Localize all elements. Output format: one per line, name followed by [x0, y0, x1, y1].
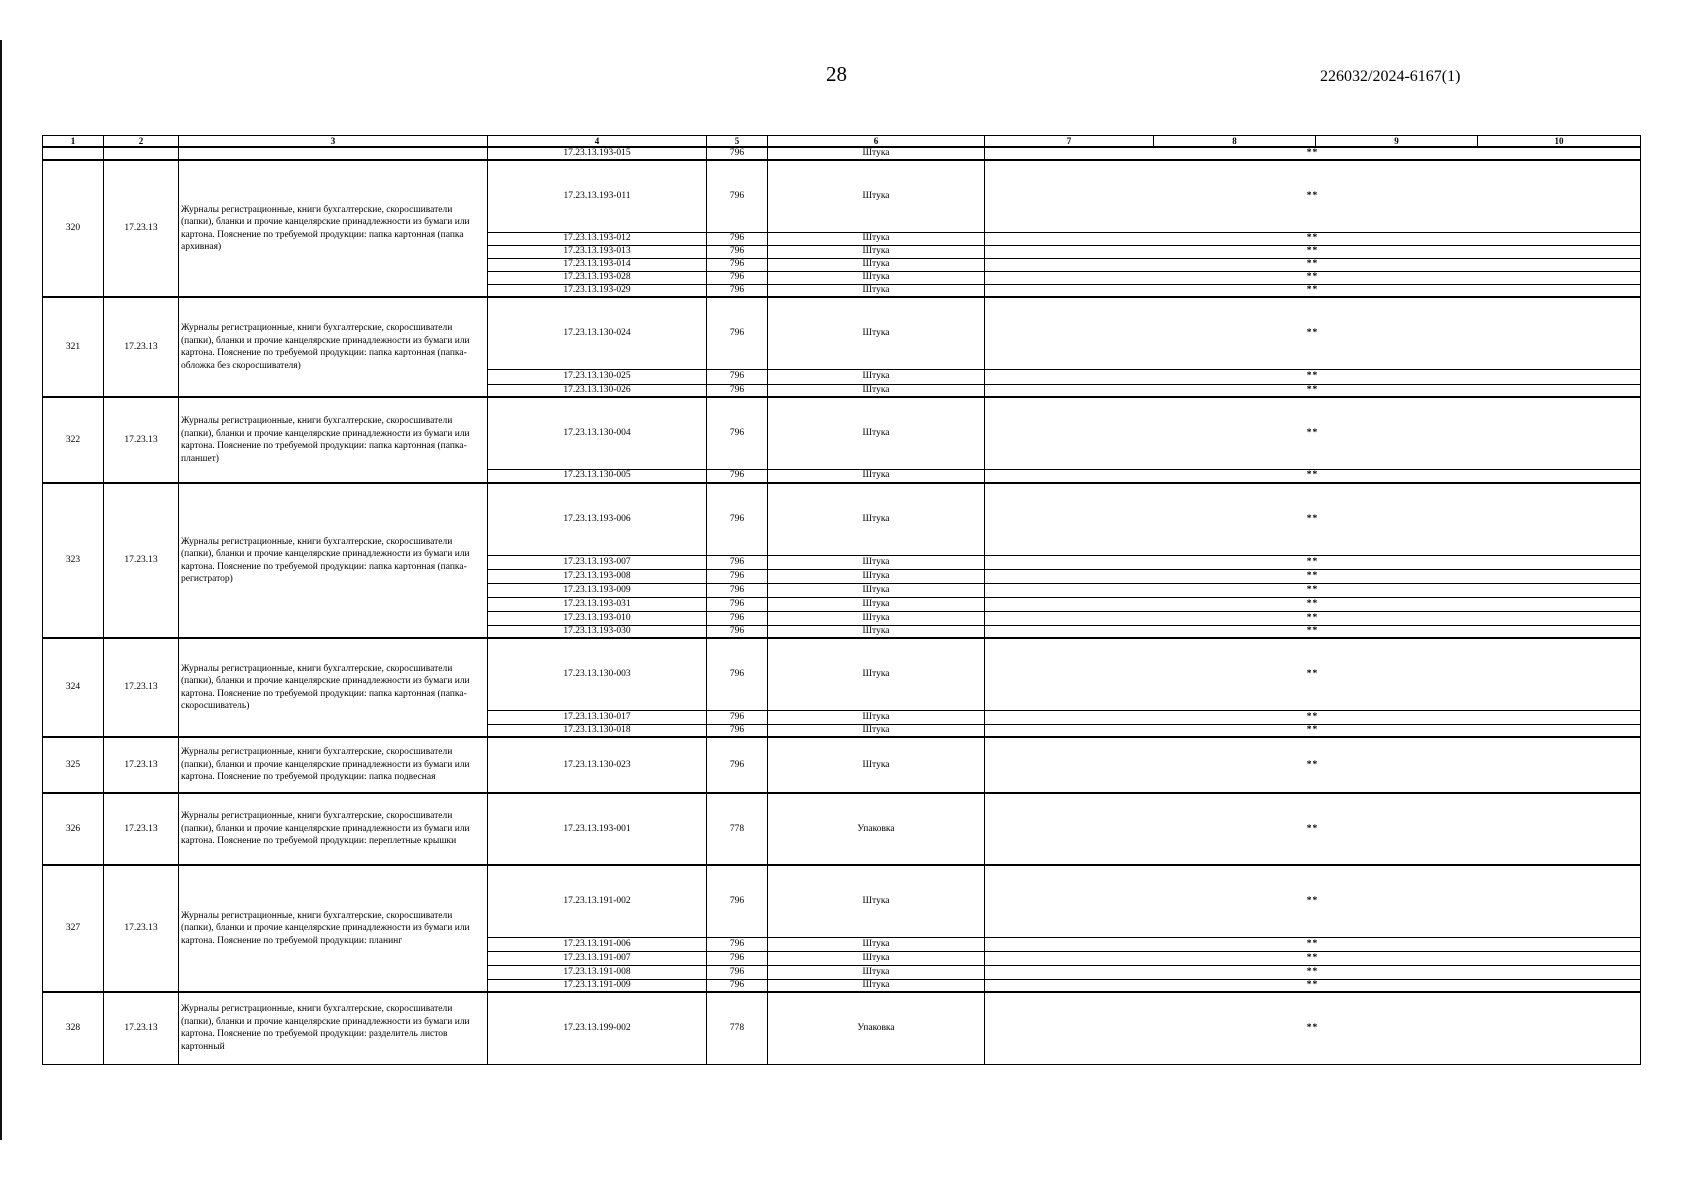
cell-item-code: 17.23.13.130-025	[488, 369, 707, 384]
cell-okpd: 17.23.13	[104, 397, 179, 483]
cell-unit: Штука	[768, 583, 985, 597]
cell-description: Журналы регистрационные, книги бухгалтерские, скоросшиватели (папки), бланки и прочие канцелярские принадлежности из бумаги или картона. Пояснение по требуемой продукции: папка картонная (папка-планшет)	[179, 397, 488, 483]
cell-unit-code: 778	[707, 793, 768, 865]
column-header: 4	[488, 136, 707, 148]
column-header: 9	[1316, 136, 1478, 148]
cell-note: **	[985, 992, 1641, 1064]
cell-note: **	[985, 369, 1641, 384]
cell-unit: Штука	[768, 297, 985, 369]
cell-unit-code: 796	[707, 583, 768, 597]
column-header: 3	[179, 136, 488, 148]
cell-unit: Штука	[768, 469, 985, 483]
cell-unit: Штука	[768, 232, 985, 245]
cell-item-code: 17.23.13.193-012	[488, 232, 707, 245]
cell-note: **	[985, 147, 1641, 160]
cell-unit: Штука	[768, 611, 985, 625]
cell-number: 322	[43, 397, 104, 483]
cell-unit-code: 796	[707, 469, 768, 483]
cell-item-code: 17.23.13.193-030	[488, 625, 707, 638]
cell-unit-code: 796	[707, 865, 768, 937]
cell-unit-code: 796	[707, 297, 768, 369]
column-header: 10	[1478, 136, 1641, 148]
cell-note: **	[985, 555, 1641, 569]
cell-note: **	[985, 965, 1641, 979]
cell-okpd: 17.23.13	[104, 992, 179, 1064]
cell-description: Журналы регистрационные, книги бухгалтерские, скоросшиватели (папки), бланки и прочие канцелярские принадлежности из бумаги или картона. Пояснение по требуемой продукции: папка картонная (папка-скоросшиватель)	[179, 638, 488, 737]
cell-number: 324	[43, 638, 104, 737]
cell-item-code: 17.23.13.193-010	[488, 611, 707, 625]
cell-okpd: 17.23.13	[104, 737, 179, 793]
cell-unit-code: 796	[707, 147, 768, 160]
cell-note: **	[985, 625, 1641, 638]
cell-unit-code: 796	[707, 597, 768, 611]
column-header: 5	[707, 136, 768, 148]
cell-item-code: 17.23.13.191-009	[488, 979, 707, 992]
cell-number: 321	[43, 297, 104, 397]
cell-note: **	[985, 271, 1641, 284]
cell-unit-code: 796	[707, 737, 768, 793]
cell-description: Журналы регистрационные, книги бухгалтерские, скоросшиватели (папки), бланки и прочие канцелярские принадлежности из бумаги или картона. Пояснение по требуемой продукции: папка подвесная	[179, 737, 488, 793]
cell-unit-code: 796	[707, 483, 768, 555]
cell-unit-code: 796	[707, 937, 768, 951]
cell-okpd: 17.23.13	[104, 160, 179, 297]
cell-unit: Упаковка	[768, 992, 985, 1064]
cell-unit: Штука	[768, 384, 985, 397]
table-row	[43, 397, 1641, 469]
cell-number: 326	[43, 793, 104, 865]
cell-description: Журналы регистрационные, книги бухгалтерские, скоросшиватели (папки), бланки и прочие канцелярские принадлежности из бумаги или картона. Пояснение по требуемой продукции: папка картонная (папка архивная)	[179, 160, 488, 297]
table-row	[43, 865, 1641, 937]
column-header: 6	[768, 136, 985, 148]
cell-item-code: 17.23.13.130-017	[488, 710, 707, 724]
cell-unit: Штука	[768, 271, 985, 284]
cell-note: **	[985, 583, 1641, 597]
cell-unit-code: 796	[707, 611, 768, 625]
cell-description	[179, 147, 488, 160]
cell-unit: Штука	[768, 724, 985, 737]
cell-item-code: 17.23.13.193-028	[488, 271, 707, 284]
page-number: 28	[826, 62, 847, 86]
cell-unit-code: 796	[707, 724, 768, 737]
cell-note: **	[985, 597, 1641, 611]
cell-note: **	[985, 245, 1641, 258]
document-id: 226032/2024-6167(1)	[1320, 68, 1461, 85]
cell-note: **	[985, 611, 1641, 625]
cell-note: **	[985, 951, 1641, 965]
cell-item-code: 17.23.13.193-029	[488, 284, 707, 297]
cell-item-code: 17.23.13.191-002	[488, 865, 707, 937]
cell-unit: Штука	[768, 160, 985, 232]
cell-number: 328	[43, 992, 104, 1064]
cell-item-code: 17.23.13.130-023	[488, 737, 707, 793]
table-body	[43, 136, 1641, 1065]
table-row	[43, 737, 1641, 793]
cell-unit-code: 796	[707, 258, 768, 271]
cell-unit: Штука	[768, 245, 985, 258]
cell-unit-code: 778	[707, 992, 768, 1064]
column-header: 8	[1154, 136, 1316, 148]
cell-item-code: 17.23.13.193-006	[488, 483, 707, 555]
cell-unit-code: 796	[707, 397, 768, 469]
cell-description: Журналы регистрационные, книги бухгалтерские, скоросшиватели (папки), бланки и прочие канцелярские принадлежности из бумаги или картона. Пояснение по требуемой продукции: папка картонная (папка-регистратор)	[179, 483, 488, 638]
classification-table	[42, 135, 1641, 1065]
cell-item-code: 17.23.13.193-014	[488, 258, 707, 271]
table-row	[43, 793, 1641, 865]
cell-number: 327	[43, 865, 104, 992]
cell-unit: Штука	[768, 147, 985, 160]
cell-unit: Штука	[768, 710, 985, 724]
cell-item-code: 17.23.13.193-007	[488, 555, 707, 569]
table-row	[43, 992, 1641, 1064]
cell-item-code: 17.23.13.130-018	[488, 724, 707, 737]
cell-item-code: 17.23.13.130-003	[488, 638, 707, 710]
cell-unit-code: 796	[707, 369, 768, 384]
cell-item-code: 17.23.13.199-002	[488, 992, 707, 1064]
cell-number: 325	[43, 737, 104, 793]
cell-number: 320	[43, 160, 104, 297]
cell-okpd: 17.23.13	[104, 865, 179, 992]
cell-unit: Упаковка	[768, 793, 985, 865]
cell-unit: Штука	[768, 865, 985, 937]
column-header: 2	[104, 136, 179, 148]
cell-unit: Штука	[768, 569, 985, 583]
cell-unit-code: 796	[707, 245, 768, 258]
cell-note: **	[985, 569, 1641, 583]
cell-note: **	[985, 483, 1641, 555]
cell-note: **	[985, 638, 1641, 710]
cell-okpd	[104, 147, 179, 160]
cell-unit-code: 796	[707, 271, 768, 284]
cell-item-code: 17.23.13.193-001	[488, 793, 707, 865]
cell-unit-code: 796	[707, 965, 768, 979]
cell-note: **	[985, 937, 1641, 951]
cell-item-code: 17.23.13.191-007	[488, 951, 707, 965]
cell-item-code: 17.23.13.193-015	[488, 147, 707, 160]
cell-description: Журналы регистрационные, книги бухгалтерские, скоросшиватели (папки), бланки и прочие канцелярские принадлежности из бумаги или картона. Пояснение по требуемой продукции: планинг	[179, 865, 488, 992]
cell-note: **	[985, 284, 1641, 297]
cell-unit-code: 796	[707, 710, 768, 724]
table-row	[43, 297, 1641, 369]
cell-item-code: 17.23.13.130-024	[488, 297, 707, 369]
column-header: 7	[985, 136, 1154, 148]
cell-unit-code: 796	[707, 284, 768, 297]
table-row	[43, 160, 1641, 232]
cell-description: Журналы регистрационные, книги бухгалтерские, скоросшиватели (папки), бланки и прочие канцелярские принадлежности из бумаги или картона. Пояснение по требуемой продукции: разделитель листов картонный	[179, 992, 488, 1064]
cell-note: **	[985, 979, 1641, 992]
cell-unit: Штука	[768, 965, 985, 979]
cell-unit: Штука	[768, 369, 985, 384]
cell-note: **	[985, 384, 1641, 397]
column-header-row	[43, 136, 1641, 148]
cell-unit-code: 796	[707, 232, 768, 245]
cell-note: **	[985, 469, 1641, 483]
cell-item-code: 17.23.13.193-008	[488, 569, 707, 583]
cell-okpd: 17.23.13	[104, 638, 179, 737]
cell-item-code: 17.23.13.130-004	[488, 397, 707, 469]
cell-unit-code: 796	[707, 555, 768, 569]
scan-edge	[0, 40, 9, 1140]
table-row	[43, 638, 1641, 710]
cell-unit-code: 796	[707, 384, 768, 397]
cell-note: **	[985, 710, 1641, 724]
cell-unit: Штука	[768, 397, 985, 469]
cell-okpd: 17.23.13	[104, 793, 179, 865]
cell-item-code: 17.23.13.191-006	[488, 937, 707, 951]
cell-unit: Штука	[768, 951, 985, 965]
cell-note: **	[985, 232, 1641, 245]
cell-item-code: 17.23.13.191-008	[488, 965, 707, 979]
cell-note: **	[985, 724, 1641, 737]
cell-note: **	[985, 297, 1641, 369]
cell-description: Журналы регистрационные, книги бухгалтерские, скоросшиватели (папки), бланки и прочие канцелярские принадлежности из бумаги или картона. Пояснение по требуемой продукции: переплетные крышки	[179, 793, 488, 865]
cell-item-code: 17.23.13.130-026	[488, 384, 707, 397]
cell-item-code: 17.23.13.193-031	[488, 597, 707, 611]
cell-unit-code: 796	[707, 625, 768, 638]
cell-okpd: 17.23.13	[104, 297, 179, 397]
cell-unit-code: 796	[707, 160, 768, 232]
cell-unit: Штука	[768, 555, 985, 569]
table-row	[43, 483, 1641, 555]
cell-item-code: 17.23.13.193-013	[488, 245, 707, 258]
cell-unit-code: 796	[707, 638, 768, 710]
cell-item-code: 17.23.13.193-011	[488, 160, 707, 232]
cell-note: **	[985, 793, 1641, 865]
cell-note: **	[985, 258, 1641, 271]
cell-note: **	[985, 865, 1641, 937]
cell-unit: Штука	[768, 258, 985, 271]
cell-unit: Штука	[768, 638, 985, 710]
cell-unit: Штука	[768, 597, 985, 611]
cell-unit: Штука	[768, 284, 985, 297]
cell-unit-code: 796	[707, 951, 768, 965]
cell-note: **	[985, 397, 1641, 469]
cell-unit: Штука	[768, 737, 985, 793]
cell-number	[43, 147, 104, 160]
cell-item-code: 17.23.13.130-005	[488, 469, 707, 483]
cell-description: Журналы регистрационные, книги бухгалтерские, скоросшиватели (папки), бланки и прочие канцелярские принадлежности из бумаги или картона. Пояснение по требуемой продукции: папка картонная (папка-обложка без скоросшивателя)	[179, 297, 488, 397]
column-header: 1	[43, 136, 104, 148]
cell-unit-code: 796	[707, 569, 768, 583]
cell-okpd: 17.23.13	[104, 483, 179, 638]
cell-item-code: 17.23.13.193-009	[488, 583, 707, 597]
cell-unit: Штука	[768, 625, 985, 638]
continuation-row	[43, 147, 1641, 160]
cell-unit-code: 796	[707, 979, 768, 992]
cell-unit: Штука	[768, 483, 985, 555]
cell-note: **	[985, 160, 1641, 232]
cell-number: 323	[43, 483, 104, 638]
cell-unit: Штука	[768, 937, 985, 951]
cell-unit: Штука	[768, 979, 985, 992]
cell-note: **	[985, 737, 1641, 793]
